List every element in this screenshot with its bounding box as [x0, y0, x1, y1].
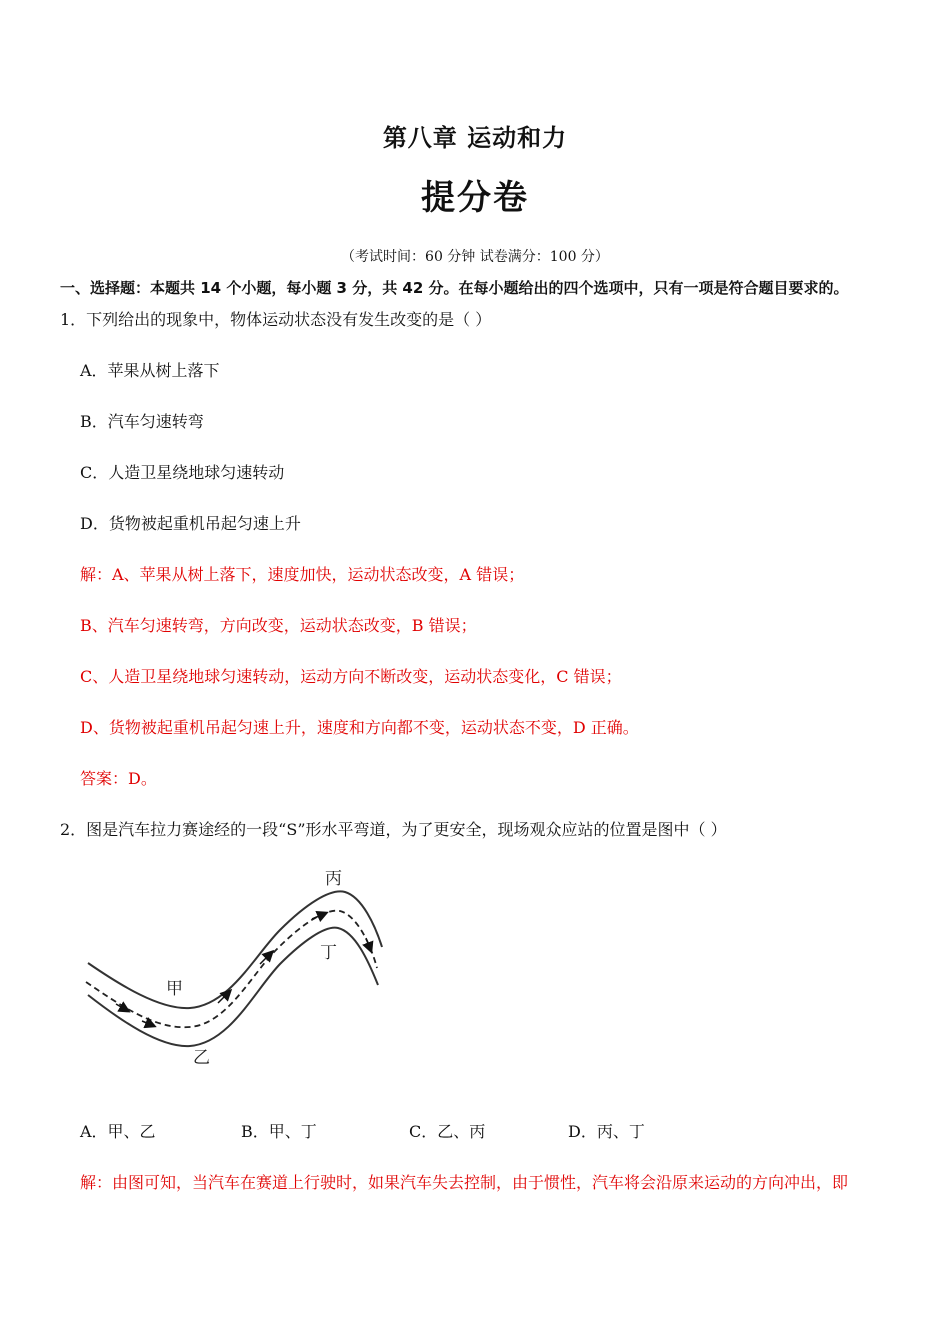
direction-arrow: [260, 952, 272, 964]
q1-answer: 答案：D。: [80, 769, 157, 788]
q2-solution-line-1: 解：由图可知，当汽车在赛道上行驶时，如果汽车失去控制，由于惯性，汽车将会沿原来运动的方向冲出，即: [80, 1173, 849, 1192]
chapter-title: 第八章 运动和力: [382, 124, 568, 152]
q1-solution-line-3: C、人造卫星绕地球匀速转动，运动方向不断改变，运动状态变化，C 错误；: [80, 667, 622, 686]
label-yi: 乙: [193, 1048, 210, 1068]
question-2-stem: 2．图是汽车拉力赛途经的一段“S”形水平弯道，为了更安全，现场观众应站的位置是图中（ ）: [60, 820, 727, 839]
q1-option-a: A．苹果从树上落下: [80, 361, 220, 380]
label-bing: 丙: [325, 869, 342, 889]
direction-arrow: [142, 1021, 154, 1026]
q1-solution-line-2: B、汽车匀速转弯，方向改变，运动状态改变，B 错误；: [80, 616, 477, 635]
q1-solution-line-1: 解：A、苹果从树上落下，速度加快，运动状态改变，A 错误；: [80, 565, 525, 584]
section-heading: 一、选择题：本题共 14 个小题，每小题 3 分，共 42 分。在每小题给出的四个选项中，只有一项是符合题目要求的。: [60, 279, 849, 297]
label-ding: 丁: [320, 943, 337, 963]
q2-option-a: A．甲、乙: [80, 1122, 156, 1141]
label-jia: 甲: [166, 979, 183, 999]
q2-option-b: B．甲、丁: [241, 1122, 317, 1141]
q1-option-d: D．货物被起重机吊起匀速上升: [80, 514, 301, 533]
s-curve-road-figure: [80, 860, 400, 1075]
q1-option-c: C．人造卫星绕地球匀速转动: [80, 463, 285, 482]
q2-option-c: C．乙、丙: [409, 1122, 486, 1141]
q1-option-b: B．汽车匀速转弯: [80, 412, 204, 431]
road-edge-upper: [88, 891, 382, 1008]
q1-solution-line-4: D、货物被起重机吊起匀速上升，速度和方向都不变，运动状态不变，D 正确。: [80, 718, 639, 737]
q2-option-d: D．丙、丁: [568, 1122, 645, 1141]
question-1-stem: 1．下列给出的现象中，物体运动状态没有发生改变的是（ ）: [60, 310, 492, 329]
direction-arrow: [312, 913, 326, 919]
direction-arrow: [366, 938, 371, 951]
paper-subtitle: 提分卷: [421, 178, 529, 218]
exam-info: （考试时间：60 分钟 试卷满分：100 分）: [341, 249, 609, 265]
